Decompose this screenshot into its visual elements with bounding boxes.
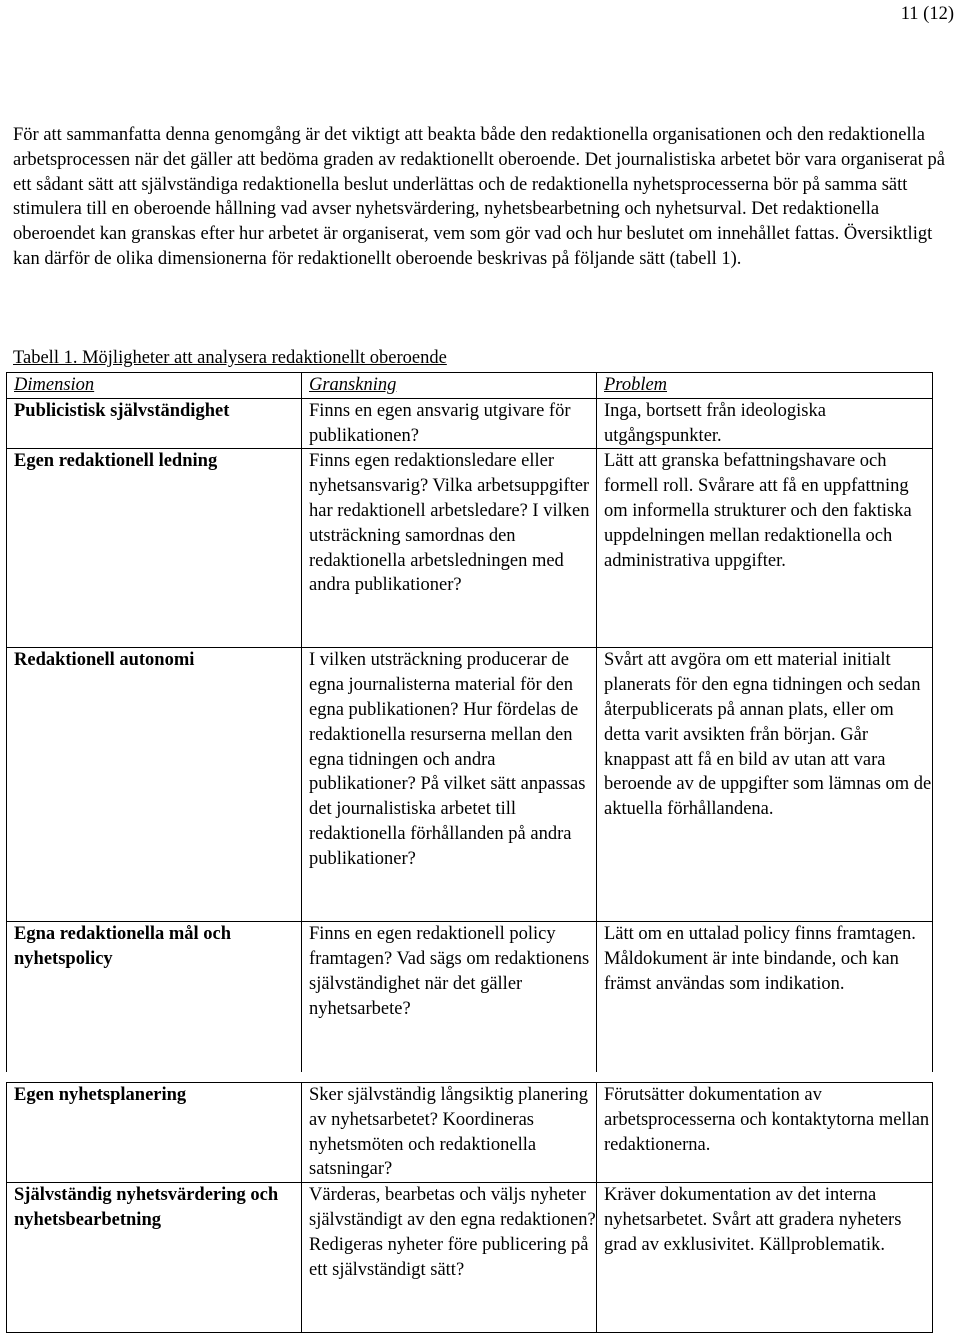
problem-cell: Förutsätter dokumentation av arbetsprocesserna och kontaktytorna mellan redaktionerna.	[597, 1083, 933, 1183]
table-row	[7, 1183, 933, 1333]
table-caption: Tabell 1. Möjligheter att analysera redaktionellt oberoende	[13, 348, 447, 368]
dimension-cell: Egen nyhetsplanering	[7, 1083, 302, 1183]
table-row	[7, 398, 933, 449]
table-row	[7, 648, 933, 922]
granskning-cell: Finns en egen redaktionell policy framtagen? Vad sägs om redaktionens självständighet när det gäller nyhetsarbete?	[302, 922, 597, 1072]
page-number: 11 (12)	[900, 4, 954, 24]
granskning-cell: I vilken utsträckning producerar de egna journalisterna material för den egna publikationen? Hur fördelas de redaktionella resurserna mellan den egna tidningen och andra publikationer? På vilket sätt anpassas det journalistiska arbetet till redaktionella förhållanden på andra publikationer?	[302, 648, 597, 922]
table-header-row	[7, 373, 933, 399]
problem-cell: Lätt om en uttalad policy finns framtagen. Måldokument är inte bindande, och kan främst användas som indikation.	[597, 922, 933, 1072]
table-row	[7, 922, 933, 1072]
analysis-table	[6, 372, 933, 1072]
granskning-cell: Värderas, bearbetas och väljs nyheter självständigt av den egna redaktionen? Redigeras nyheter före publicering på ett självständigt sätt?	[302, 1183, 597, 1333]
header-problem: Problem	[597, 373, 933, 399]
granskning-cell: Finns en egen ansvarig utgivare för publikationen?	[302, 398, 597, 449]
dimension-cell: Redaktionell autonomi	[7, 648, 302, 922]
granskning-cell: Sker självständig långsiktig planering av nyhetsarbetet? Koordineras nyhetsmöten och redaktionella satsningar?	[302, 1083, 597, 1183]
dimension-cell: Egen redaktionell ledning	[7, 449, 302, 648]
header-granskning: Granskning	[302, 373, 597, 399]
problem-cell: Svårt att avgöra om ett material initialt planerats för den egna tidningen och sedan återpublicerats på annan plats, eller om detta varit avsikten från början. Går knappast att få en bild av utan att vara beroende av de uppgifter som lämnas om de aktuella förhållandena.	[597, 648, 933, 922]
problem-cell: Kräver dokumentation av det interna nyhetsarbetet. Svårt att gradera nyheters grad av exklusivitet. Källproblematik.	[597, 1183, 933, 1333]
table-row	[7, 449, 933, 648]
dimension-cell: Egna redaktionella mål och nyhetspolicy	[7, 922, 302, 1072]
dimension-cell: Självständig nyhetsvärdering och nyhetsbearbetning	[7, 1183, 302, 1333]
granskning-cell: Finns egen redaktionsledare eller nyhetsansvarig? Vilka arbetsuppgifter har redaktionell arbetsledare? I vilken utsträckning samordnas den redaktionella arbetsledningen med andra publikationer?	[302, 449, 597, 648]
header-dimension: Dimension	[7, 373, 302, 399]
analysis-table-continued	[6, 1082, 933, 1333]
problem-cell: Inga, bortsett från ideologiska utgångspunkter.	[597, 398, 933, 449]
table-row	[7, 1083, 933, 1183]
problem-cell: Lätt att granska befattningshavare och formell roll. Svårare att få en uppfattning om informella strukturer och den faktiska uppdelningen mellan redaktionella och administrativa uppgifter.	[597, 449, 933, 648]
intro-paragraph: För att sammanfatta denna genomgång är det viktigt att beakta både den redaktionella organisationen och den redaktionella arbetsprocessen när det gäller att bedöma graden av redaktionellt oberoende. Det journalistiska arbetet bör vara organiserat på ett sådant sätt att självständiga redaktionella beslut underlättas och de redaktionella nyhetsprocesserna bör på samma sätt stimulera till en oberoende hållning vad avser nyhetsvärdering, nyhetsbearbetning och nyhetsurval. Det redaktionella oberoendet kan granskas efter hur arbetet är organiserat, vem som gör vad och hur beslutet om innehållet fattas. Översiktligt kan därför de olika dimensionerna för redaktionellt oberoende beskrivas på följande sätt (tabell 1).	[13, 125, 945, 269]
dimension-cell: Publicistisk självständighet	[7, 398, 302, 449]
